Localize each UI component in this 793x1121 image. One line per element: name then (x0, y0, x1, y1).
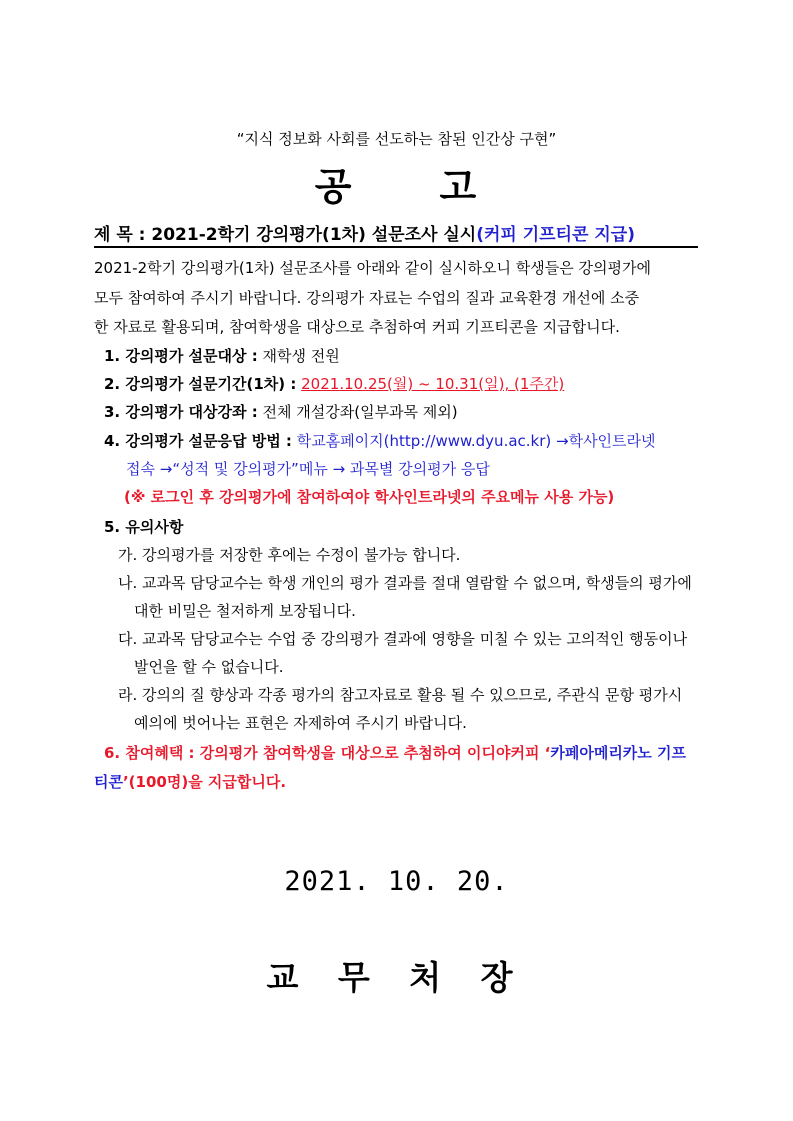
benefit-part2: ’(100명)을 지급합니다. (122, 773, 287, 791)
item-target-value: 재학생 전원 (262, 347, 340, 365)
caution-d-line1: 라. 강의의 질 향상과 각종 평가의 참고자료로 활용 될 수 있으므로, 주관식 문항 평가시 (118, 686, 683, 704)
item-cautions-label: 5. 유의사항 (104, 518, 184, 536)
caution-c-line2: 발언을 할 수 없습니다. (134, 658, 284, 676)
item-period-label: 2. 강의평가 설문기간(1차) : (104, 375, 297, 393)
item-courses-label: 3. 강의평가 대상강좌 : (104, 403, 258, 421)
caution-d-line2: 예의에 벗어나는 표현은 자제하여 주시기 바랍니다. (134, 714, 467, 732)
heading-right: 고 (439, 165, 479, 209)
item-method-line1: 학교홈페이지(http://www.dyu.ac.kr) →학사인트라넷 (296, 432, 656, 450)
subject-line (94, 220, 698, 248)
caution-a: 가. 강의평가를 저장한 후에는 수정이 불가능 합니다. (118, 546, 461, 564)
notice-date: 2021. 10. 20. (284, 866, 509, 897)
issuer: 교 무 처 장 (266, 958, 527, 997)
benefit-highlight1: 카페아메리카노 기프 (550, 744, 686, 762)
item-courses-value: 전체 개설강좌(일부과목 제외) (262, 403, 458, 421)
notice-heading (0, 156, 793, 211)
item-method-line2: 접속 →“성적 및 강의평가”메뉴 → 과목별 강의평가 응답 (126, 460, 490, 478)
caution-c-line1: 다. 교과목 담당교수는 수업 중 강의평가 결과에 영향을 미칠 수 있는 고의적인 행동이나 (118, 630, 688, 648)
heading-left: 공 (314, 165, 354, 209)
subject-label: 제 목 : 2021-2학기 강의평가(1차) 설문조사 실시 (94, 225, 477, 245)
item-method-note: (※ 로그인 후 강의평가에 참여하여야 학사인트라넷의 주요메뉴 사용 가능) (124, 488, 615, 506)
item-courses (104, 401, 458, 422)
item-method (104, 430, 656, 451)
item-method-label: 4. 강의평가 설문응답 방법 : (104, 432, 292, 450)
benefit-highlight2: 티콘 (94, 773, 123, 791)
benefit-part1: 6. 참여혜택 : 강의평가 참여학생을 대상으로 추첨하여 이디야커피 ‘ (104, 744, 551, 762)
caution-b-line2: 대한 비밀은 철저하게 보장됩니다. (134, 602, 356, 620)
motto: “지식 정보화 사회를 선도하는 참된 인간상 구현” (236, 130, 557, 148)
item-period-value: 2021.10.25(월) ~ 10.31(일), (1주간) (301, 375, 565, 393)
intro-line-1: 2021-2학기 강의평가(1차) 설문조사를 아래와 같이 실시하오니 학생들은 강의평가에 (94, 259, 651, 277)
benefit-line2 (94, 771, 286, 792)
intro-line-2: 모두 참여하여 주시기 바랍니다. 강의평가 자료는 수업의 질과 교육환경 개선에 소중 (94, 289, 640, 307)
item-target (104, 345, 340, 366)
benefit-line1 (104, 742, 686, 763)
item-target-label: 1. 강의평가 설문대상 : (104, 347, 258, 365)
subject-highlight: (커피 기프티콘 지급) (476, 225, 635, 245)
item-period (104, 373, 564, 394)
caution-b-line1: 나. 교과목 담당교수는 학생 개인의 평가 결과를 절대 열람할 수 없으며, 학생들의 평가에 (118, 574, 692, 592)
intro-line-3: 한 자료로 활용되며, 참여학생을 대상으로 추첨하여 커피 기프티콘을 지급합니다. (94, 318, 620, 336)
